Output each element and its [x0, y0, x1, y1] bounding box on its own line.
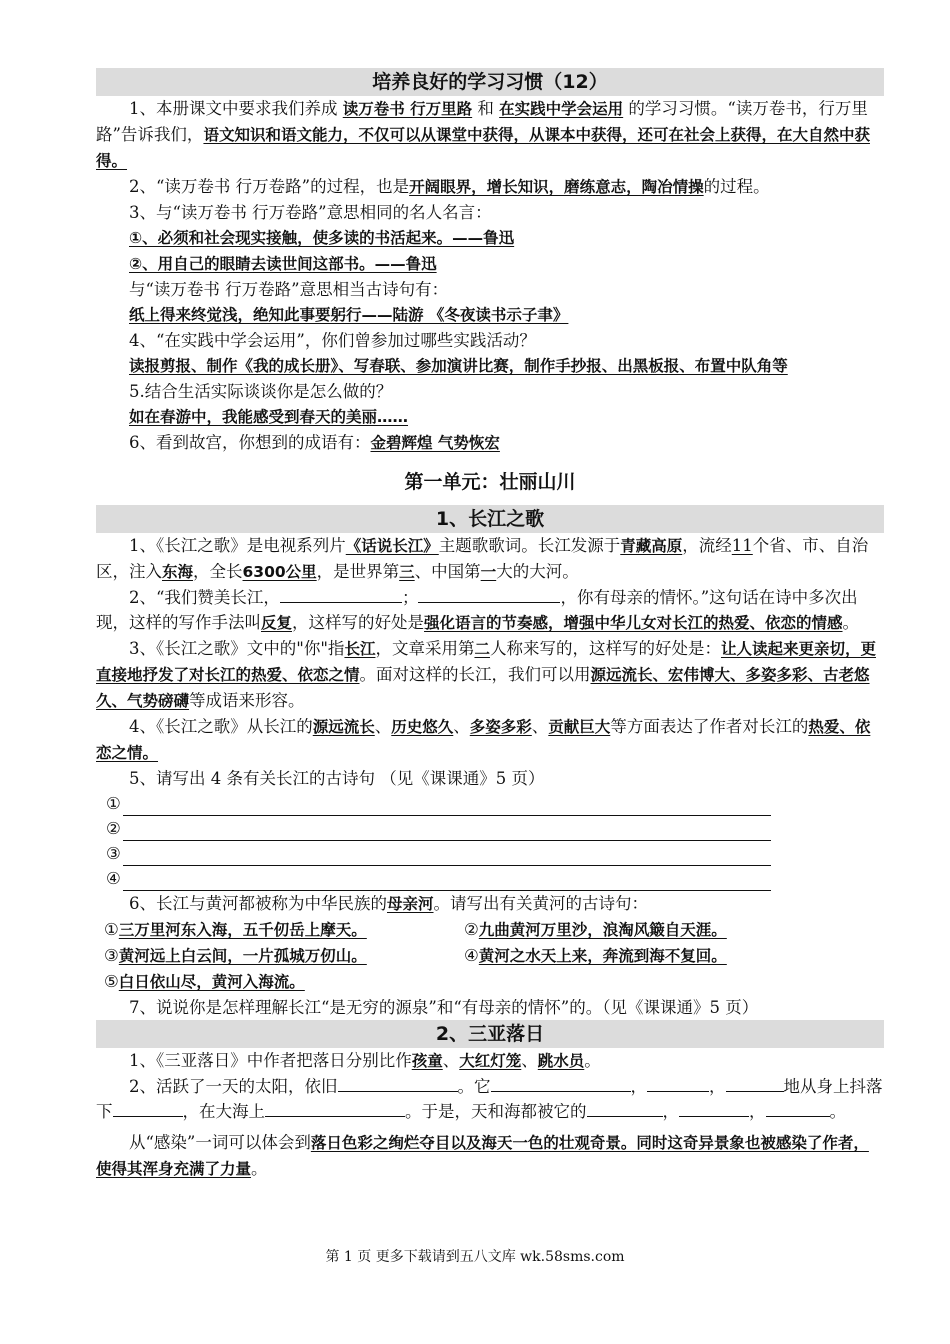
answer: 如在春游中，我能感受到春天的美丽……: [129, 408, 409, 426]
text: 的学习习惯。“读万卷书，行万里路”告诉我们，: [96, 99, 868, 144]
text: 人称来写的，这样写的好处是：: [489, 639, 721, 658]
answer: 大红灯笼: [459, 1052, 522, 1070]
fill-blank[interactable]: [338, 1074, 458, 1092]
answer: ①、必须和社会现实接触，使多读的书活起来。——鲁迅: [129, 229, 515, 247]
text: 、: [531, 717, 549, 736]
lesson1-q5: 5、请写出 4 条有关长江的古诗句 （见《课课通》5 页）: [129, 769, 545, 788]
answer: ②、用自己的眼睛去读世间这部书。——鲁迅: [129, 255, 437, 273]
answer: 开阔眼界，增长知识，磨练意志，陶冶情操: [409, 178, 704, 196]
answer: 九曲黄河万里沙，浪淘风簸自天涯。: [478, 921, 727, 939]
habit-q3-poem: 与“读万卷书 行万卷路”意思相当古诗句有：: [129, 280, 449, 299]
text: 。: [251, 1159, 268, 1178]
text: 1、《三亚落日》中作者把落日分别比作: [129, 1051, 412, 1070]
answer: 源远流长: [312, 718, 375, 736]
text: ，: [630, 1077, 647, 1096]
text: 。: [829, 1102, 846, 1121]
fill-blank[interactable]: [647, 1074, 709, 1092]
lesson1-q7: 7、说说你是怎样理解长江“是无穷的源泉”和“有母亲的情怀”的。（见《课课通》5 页）: [129, 998, 759, 1017]
text: 。请写出有关黄河的古诗句：: [433, 894, 649, 913]
text: 。于是，天和海都被它的: [405, 1102, 587, 1121]
fill-blank[interactable]: [726, 1074, 784, 1092]
answer: 历史悠久: [391, 718, 454, 736]
text: ；: [401, 588, 419, 607]
text: ，你有母亲的情怀。”这句话在诗中多次出现，这样的写作手法叫: [96, 588, 858, 632]
habit-q1: [96, 96, 884, 174]
answer: 白日依山尽，黄河入海流。: [118, 973, 305, 991]
answer: 二: [474, 640, 490, 658]
fill-blank[interactable]: [491, 1074, 631, 1092]
document-page: [96, 68, 884, 1182]
text: 6、看到故宫，你想到的成语有：: [129, 433, 371, 452]
poem-row: [96, 917, 884, 943]
fill-blank[interactable]: [679, 1099, 749, 1117]
lesson1-q3: [96, 636, 884, 714]
text: ④: [464, 946, 479, 965]
text: 2、活跃了一天的太阳，依旧: [129, 1077, 338, 1096]
text: ③: [106, 844, 121, 863]
habit-q5: 5.结合生活实际谈谈你是怎么做的？: [129, 382, 393, 401]
answer: 热爱、依恋之情。: [96, 718, 871, 762]
answer: 反复: [261, 614, 293, 632]
answer: 一: [480, 563, 497, 581]
text: 1、《长江之歌》是电视系列片: [129, 536, 346, 555]
answer: 东海: [162, 563, 194, 581]
answer-line[interactable]: [96, 791, 884, 816]
answer: 读报剪报、制作《我的成长册》、写春联、参加演讲比赛，制作手抄报、出黑板报、布置中队角等: [129, 357, 788, 375]
poem-row: [96, 943, 884, 969]
answer: 金碧辉煌 气势恢宏: [370, 434, 500, 452]
fill-blank[interactable]: [265, 1099, 405, 1117]
text: ②: [464, 920, 479, 939]
text: 。: [584, 1051, 601, 1070]
text: 主题歌歌词。长江发源于: [438, 536, 621, 555]
text: 和: [477, 99, 494, 118]
text: 2、“读万卷书 行万卷路”的过程，也是: [129, 177, 410, 196]
fill-blank[interactable]: [113, 1099, 183, 1117]
text: 。它: [457, 1077, 491, 1096]
answer: 黄河之水天上来，奔流到海不复回。: [478, 947, 727, 965]
answer: 让人读起来更亲切，更直接地抒发了对长江的热爱、依恋之情: [96, 640, 876, 684]
lesson1-q6: [96, 891, 884, 917]
answer-line[interactable]: [96, 866, 884, 891]
text: ，: [662, 1102, 679, 1121]
text: 等成语来形容。: [189, 691, 305, 710]
answer-line[interactable]: [96, 816, 884, 841]
text: 6、长江与黄河都被称为中华民族的: [129, 894, 387, 913]
answer-line[interactable]: [96, 841, 884, 866]
answer: 黄河远上白云间，一片孤城万仞山。: [118, 947, 367, 965]
fill-blank[interactable]: [766, 1099, 830, 1117]
answer: 三: [399, 563, 415, 581]
text: ，流经: [682, 536, 732, 555]
text: 1、本册课文中要求我们养成: [129, 99, 338, 118]
text: ③: [104, 946, 119, 965]
text: 。: [842, 613, 860, 632]
habit-q2: [96, 174, 884, 200]
text: 的过程。: [703, 177, 770, 196]
text: 。面对这样的长江，我们可以用: [359, 665, 591, 684]
answer: 纸上得来终觉浅，绝知此事要躬行——陆游 《冬夜读书示子聿》: [129, 306, 569, 324]
text: 11: [731, 536, 753, 555]
text: ，这样写的好处是: [292, 613, 425, 632]
answer: 跳水员: [537, 1052, 585, 1070]
text: ④: [106, 869, 121, 888]
habit-q4: 4、“在实践中学会运用”，你们曾参加过哪些实践活动？: [129, 331, 536, 350]
answer: 三万里河东入海，五千仞岳上摩天。: [118, 921, 367, 939]
lesson2-q2: [96, 1074, 884, 1124]
text: 个省、市、自治区，注入: [96, 536, 869, 581]
text: 从“感染”一词可以体会到: [129, 1133, 311, 1152]
text: ，: [749, 1102, 766, 1121]
fill-blank[interactable]: [280, 585, 402, 603]
text: 、中国第: [414, 562, 481, 581]
text: ，全长: [193, 562, 243, 581]
text: ①: [104, 920, 119, 939]
text: ⑤: [104, 972, 119, 991]
fill-blank[interactable]: [587, 1099, 663, 1117]
text: 2、“我们赞美长江，: [129, 588, 280, 607]
answer: 《话说长江》: [345, 537, 439, 555]
answer: 落日色彩之绚烂夺目以及海天一色的壮观奇景。同时这奇异景象也被感染了作者，使得其浑身充满了力量: [96, 1134, 869, 1178]
page-footer: 第 1 页 更多下载请到五八文库 wk.58sms.com: [325, 1249, 625, 1265]
poem-row: [96, 969, 884, 995]
fill-blank[interactable]: [418, 585, 560, 603]
text: 4、《长江之歌》从长江的: [129, 717, 313, 736]
text: ，文章采用第: [375, 639, 475, 658]
answer: 源远流长、宏伟博大、多姿多彩、古老悠久、气势磅礴: [96, 666, 870, 710]
habit-q6: [96, 430, 884, 456]
text: ①: [106, 794, 121, 813]
answer: 母亲河: [387, 895, 434, 913]
text: 地从身上抖落下: [96, 1077, 883, 1121]
habit-q3: 3、与“读万卷书 行万卷路”意思相同的名人名言：: [129, 203, 492, 222]
text: ，是世界第: [316, 562, 400, 581]
lesson1-title: 1、长江之歌: [96, 505, 884, 533]
answer: 多姿多彩: [469, 718, 532, 736]
answer: 贡献巨大: [548, 718, 611, 736]
text: 大的大河。: [496, 562, 579, 581]
text: ，在大海上: [182, 1102, 265, 1121]
text: 、: [442, 1051, 460, 1070]
unit-title: 第一单元：壮丽山川: [404, 471, 576, 493]
text: ，: [709, 1077, 726, 1096]
answer: 强化语言的节奏感，增强中华儿女对长江的热爱、依恋的情感: [424, 614, 843, 632]
answer: 孩童: [411, 1052, 443, 1070]
lesson2-q1: [96, 1048, 884, 1074]
habit-title: 培养良好的学习习惯（12）: [96, 68, 884, 96]
text: 等方面表达了作者对长江的: [610, 717, 809, 736]
text: 、: [453, 717, 470, 736]
text: 3、《长江之歌》文中的"你"指: [129, 639, 345, 658]
answer: 语文知识和语文能力，不仅可以从课堂中获得，从课本中获得，还可在社会上获得，在大自然中获得。: [96, 126, 870, 170]
answer: 长江: [344, 640, 376, 658]
lesson2-q3: [96, 1130, 884, 1182]
text: 、: [521, 1051, 538, 1070]
lesson1-q2: [96, 585, 884, 636]
answer: 青藏高原: [620, 537, 683, 555]
answer: 在实践中学会运用: [499, 100, 624, 118]
text: ②: [106, 819, 121, 838]
lesson1-q1: [96, 533, 884, 585]
text: 、: [374, 717, 392, 736]
answer: 6300公里: [242, 563, 317, 581]
answer: 读万卷书 行万里路: [342, 100, 473, 118]
lesson1-q4: [96, 714, 884, 766]
lesson2-title: 2、三亚落日: [96, 1020, 884, 1048]
